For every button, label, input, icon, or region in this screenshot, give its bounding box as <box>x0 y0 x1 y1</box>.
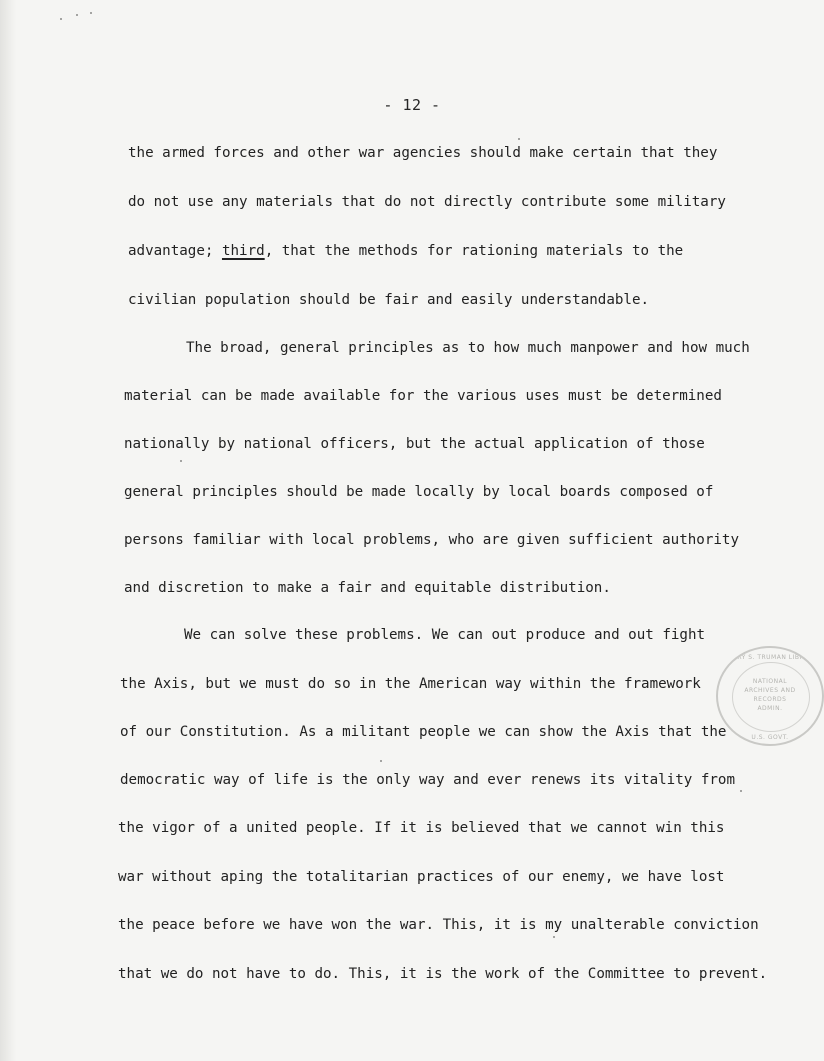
text-line: material can be made available for the various uses must be determined <box>124 388 722 404</box>
text-line: the peace before we have won the war. This, it is my unalterable conviction <box>118 917 759 933</box>
text-line: persons familiar with local problems, who are given sufficient authority <box>124 532 739 548</box>
page-number: - 12 - <box>383 96 441 114</box>
stamp-ring-bottom: U.S. GOVT. <box>751 734 789 741</box>
text-line: the Axis, but we must do so in the American way within the framework <box>120 676 701 692</box>
page-shadow-edge <box>0 0 16 1061</box>
text-line: and discretion to make a fair and equitable distribution. <box>124 580 611 596</box>
text-fragment: , that the methods for rationing materials to the <box>264 243 684 259</box>
text-line: war without aping the totalitarian practices of our enemy, we have lost <box>118 869 725 885</box>
text-line: The broad, general principles as to how much manpower and how much <box>186 340 750 356</box>
stamp-line: ARCHIVES AND <box>744 687 796 694</box>
text-line: general principles should be made locally by local boards composed of <box>124 484 714 500</box>
scan-speck <box>740 790 742 792</box>
text-line <box>128 243 683 259</box>
text-line: democratic way of life is the only way and ever renews its vitality from <box>120 772 735 788</box>
scan-speck <box>180 460 182 462</box>
text-line: do not use any materials that do not directly contribute some military <box>128 194 726 210</box>
scan-speck <box>90 12 92 14</box>
text-line: the vigor of a united people. If it is believed that we cannot win this <box>118 820 725 836</box>
text-line: civilian population should be fair and easily understandable. <box>128 292 650 308</box>
text-fragment: advantage; <box>128 243 214 259</box>
archive-stamp <box>716 646 824 746</box>
text-line: We can solve these problems. We can out produce and out fight <box>184 627 706 643</box>
stamp-ring-top: HARRY S. TRUMAN LIBRARY <box>723 654 817 661</box>
text-line: the armed forces and other war agencies should make certain that they <box>128 145 718 161</box>
stamp-line: RECORDS <box>753 696 787 703</box>
stamp-line: NATIONAL <box>752 678 788 685</box>
text-line: that we do not have to do. This, it is the work of the Committee to prevent. <box>118 966 768 982</box>
emphasized-word: third <box>221 243 265 259</box>
scan-speck <box>76 14 78 16</box>
text-line: of our Constitution. As a militant people we can show the Axis that the <box>120 724 727 740</box>
scan-speck <box>553 936 555 938</box>
scan-speck <box>518 138 520 140</box>
scan-speck <box>380 760 382 762</box>
stamp-line: ADMIN. <box>757 705 783 712</box>
scan-speck <box>60 18 62 20</box>
text-line: nationally by national officers, but the actual application of those <box>124 436 705 452</box>
